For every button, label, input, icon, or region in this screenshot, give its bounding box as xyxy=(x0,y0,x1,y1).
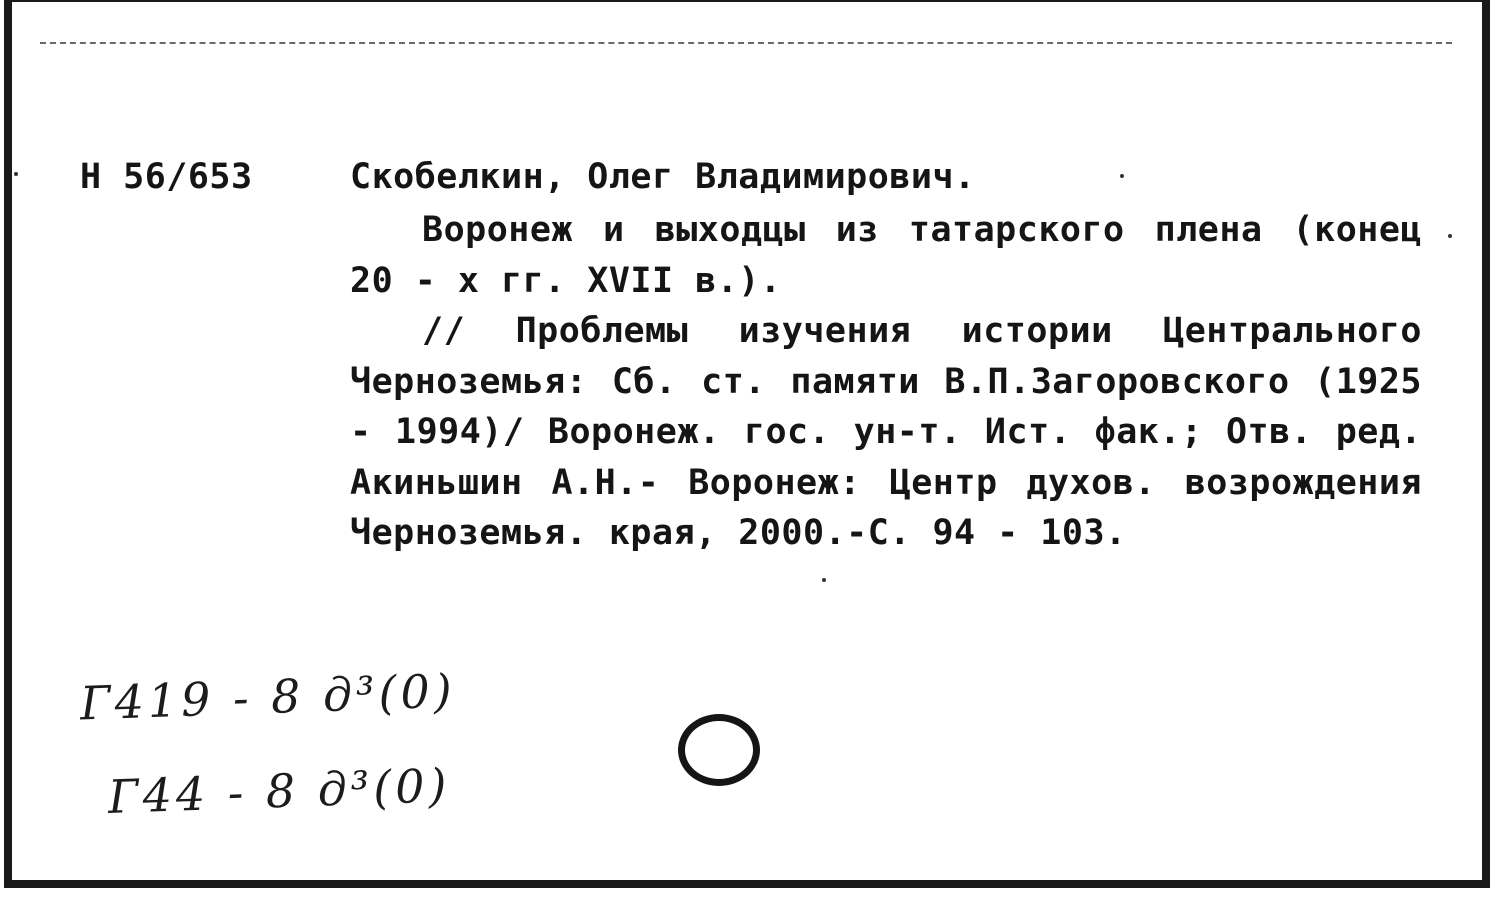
source-paragraph: // Проблемы изучения истории Центрального Черноземья: Сб. ст. памяти В.П.Загоровского (1925 - 1994)/ Воронеж. гос. ун-т. Ист. фак.; Отв. ред. Акиньшин А.Н.- Воронеж: Центр духов. возрождения Черноземья. края, 2000.-С. 94 - 103. xyxy=(350,311,1422,553)
speck-mark xyxy=(822,578,826,582)
handwritten-code-1: Г419 - 8 д³(0) xyxy=(79,663,457,731)
top-divider xyxy=(40,42,1452,44)
call-number: Н 56/653 xyxy=(80,157,253,197)
speck-mark xyxy=(1120,174,1124,178)
author-heading: Скобелкин, Олег Владимирович. xyxy=(350,157,976,197)
speck-mark xyxy=(14,172,18,176)
punched-hole-mark xyxy=(678,714,760,786)
handwritten-code-2: Г44 - 8 д³(0) xyxy=(107,758,452,824)
title-paragraph: Воронеж и выходцы из татарского плена (конец 20 - х гг. XVII в.). xyxy=(350,210,1422,301)
bibliographic-description xyxy=(350,205,1422,559)
catalog-card xyxy=(4,0,1490,888)
speck-mark xyxy=(1448,234,1452,238)
